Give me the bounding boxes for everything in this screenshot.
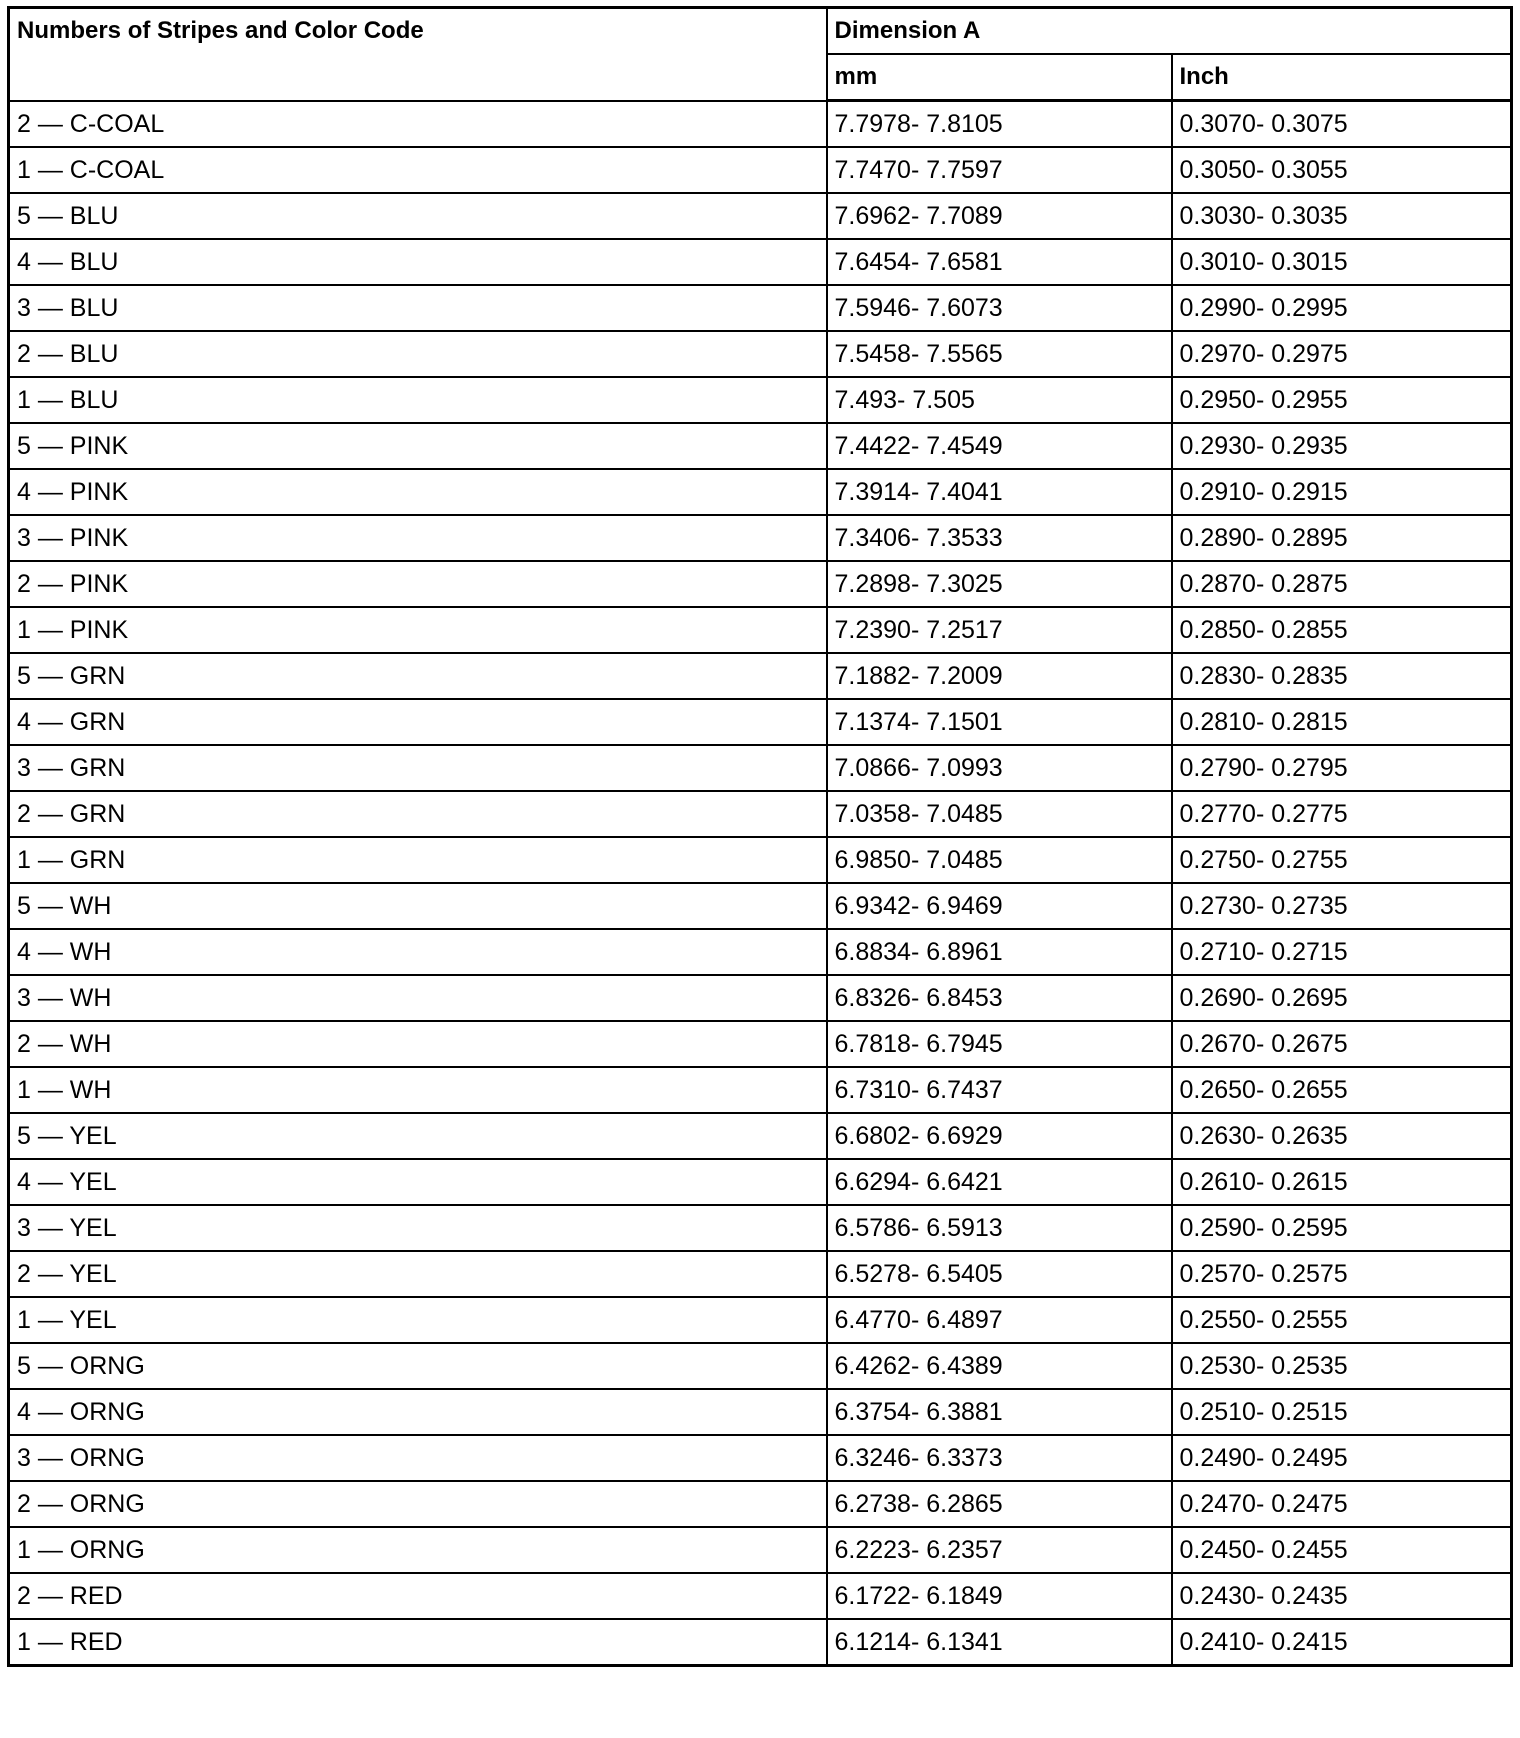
table-row — [9, 1251, 1512, 1297]
stripe-color-code-cell: 1 — YEL — [9, 1297, 827, 1343]
stripe-color-code-cell: 1 — PINK — [9, 607, 827, 653]
table-row — [9, 791, 1512, 837]
dimension-mm-cell: 6.6294- 6.6421 — [827, 1159, 1172, 1205]
stripe-color-code-cell: 1 — WH — [9, 1067, 827, 1113]
dimension-mm-cell: 6.9342- 6.9469 — [827, 883, 1172, 929]
table-row — [9, 1021, 1512, 1067]
dimension-mm-cell: 7.1374- 7.1501 — [827, 699, 1172, 745]
dimension-mm-cell: 6.4770- 6.4897 — [827, 1297, 1172, 1343]
dimension-inch-cell: 0.2810- 0.2815 — [1172, 699, 1512, 745]
dimension-inch-cell: 0.2470- 0.2475 — [1172, 1481, 1512, 1527]
table-row — [9, 1435, 1512, 1481]
dimension-inch-cell: 0.2490- 0.2495 — [1172, 1435, 1512, 1481]
table-row — [9, 699, 1512, 745]
stripe-color-code-cell: 3 — BLU — [9, 285, 827, 331]
table-row — [9, 607, 1512, 653]
stripe-color-code-cell: 1 — ORNG — [9, 1527, 827, 1573]
dimension-inch-cell: 0.3070- 0.3075 — [1172, 101, 1512, 148]
table-row — [9, 101, 1512, 148]
stripe-color-code-cell: 2 — PINK — [9, 561, 827, 607]
table-row — [9, 1527, 1512, 1573]
stripe-color-code-cell: 5 — PINK — [9, 423, 827, 469]
dimension-inch-cell: 0.2650- 0.2655 — [1172, 1067, 1512, 1113]
table-body — [9, 101, 1512, 1666]
stripe-color-code-cell: 4 — WH — [9, 929, 827, 975]
dimension-inch-cell: 0.2530- 0.2535 — [1172, 1343, 1512, 1389]
dimension-inch-cell: 0.2850- 0.2855 — [1172, 607, 1512, 653]
dimension-mm-cell: 6.1722- 6.1849 — [827, 1573, 1172, 1619]
dimension-inch-cell: 0.2630- 0.2635 — [1172, 1113, 1512, 1159]
dimension-inch-cell: 0.3050- 0.3055 — [1172, 147, 1512, 193]
dimension-inch-cell: 0.2730- 0.2735 — [1172, 883, 1512, 929]
dimension-mm-cell: 6.2223- 6.2357 — [827, 1527, 1172, 1573]
stripe-color-code-cell: 2 — BLU — [9, 331, 827, 377]
dimension-inch-cell: 0.2430- 0.2435 — [1172, 1573, 1512, 1619]
stripe-color-code-cell: 5 — WH — [9, 883, 827, 929]
dimension-mm-cell: 7.3914- 7.4041 — [827, 469, 1172, 515]
dimension-mm-cell: 7.1882- 7.2009 — [827, 653, 1172, 699]
table-row — [9, 1159, 1512, 1205]
dimension-mm-cell: 6.8326- 6.8453 — [827, 975, 1172, 1021]
dimension-mm-cell: 7.7978- 7.8105 — [827, 101, 1172, 148]
dimension-mm-cell: 7.4422- 7.4549 — [827, 423, 1172, 469]
dimension-mm-cell: 7.6454- 7.6581 — [827, 239, 1172, 285]
dimension-mm-cell: 7.2898- 7.3025 — [827, 561, 1172, 607]
stripe-color-code-cell: 4 — ORNG — [9, 1389, 827, 1435]
table-row — [9, 147, 1512, 193]
dimension-a-header: Dimension A — [827, 8, 1512, 55]
header-row-top — [9, 8, 1512, 55]
mm-header: mm — [827, 54, 1172, 101]
stripe-color-code-cell: 4 — PINK — [9, 469, 827, 515]
stripe-color-code-cell: 5 — ORNG — [9, 1343, 827, 1389]
dimension-mm-cell: 7.493- 7.505 — [827, 377, 1172, 423]
dimension-inch-cell: 0.2410- 0.2415 — [1172, 1619, 1512, 1666]
dimension-inch-cell: 0.2570- 0.2575 — [1172, 1251, 1512, 1297]
stripe-color-code-cell: 4 — GRN — [9, 699, 827, 745]
stripe-color-code-cell: 3 — PINK — [9, 515, 827, 561]
dimension-mm-cell: 6.3754- 6.3881 — [827, 1389, 1172, 1435]
dimension-mm-cell: 7.6962- 7.7089 — [827, 193, 1172, 239]
dimension-inch-cell: 0.2950- 0.2955 — [1172, 377, 1512, 423]
dimension-mm-cell: 6.7310- 6.7437 — [827, 1067, 1172, 1113]
dimension-inch-cell: 0.2670- 0.2675 — [1172, 1021, 1512, 1067]
table-row — [9, 1067, 1512, 1113]
dimension-inch-cell: 0.2450- 0.2455 — [1172, 1527, 1512, 1573]
table-row — [9, 883, 1512, 929]
dimension-mm-cell: 6.3246- 6.3373 — [827, 1435, 1172, 1481]
dimension-mm-cell: 6.6802- 6.6929 — [827, 1113, 1172, 1159]
stripe-color-code-cell: 4 — BLU — [9, 239, 827, 285]
table-row — [9, 653, 1512, 699]
table-row — [9, 1205, 1512, 1251]
table-row — [9, 469, 1512, 515]
stripe-color-code-cell: 1 — GRN — [9, 837, 827, 883]
table-row — [9, 929, 1512, 975]
dimension-mm-cell: 6.9850- 7.0485 — [827, 837, 1172, 883]
dimension-mm-cell: 7.7470- 7.7597 — [827, 147, 1172, 193]
dimension-inch-cell: 0.2770- 0.2775 — [1172, 791, 1512, 837]
dimension-inch-cell: 0.2710- 0.2715 — [1172, 929, 1512, 975]
table-row — [9, 1389, 1512, 1435]
stripe-color-code-cell: 5 — YEL — [9, 1113, 827, 1159]
stripe-color-code-cell: 3 — GRN — [9, 745, 827, 791]
stripe-color-code-cell: 1 — BLU — [9, 377, 827, 423]
stripe-color-code-cell: 2 — C-COAL — [9, 101, 827, 148]
table-row — [9, 837, 1512, 883]
stripe-color-code-cell: 1 — RED — [9, 1619, 827, 1666]
dimension-mm-cell: 7.2390- 7.2517 — [827, 607, 1172, 653]
stripe-color-code-cell: 2 — ORNG — [9, 1481, 827, 1527]
table-row — [9, 1573, 1512, 1619]
stripe-color-code-cell: 3 — ORNG — [9, 1435, 827, 1481]
dimension-mm-cell: 7.5946- 7.6073 — [827, 285, 1172, 331]
stripe-color-code-cell: 3 — WH — [9, 975, 827, 1021]
dimension-mm-cell: 6.1214- 6.1341 — [827, 1619, 1172, 1666]
table-row — [9, 423, 1512, 469]
dimension-inch-cell: 0.3030- 0.3035 — [1172, 193, 1512, 239]
stripe-color-code-cell: 2 — YEL — [9, 1251, 827, 1297]
dimension-inch-cell: 0.2870- 0.2875 — [1172, 561, 1512, 607]
stripe-color-code-cell: 2 — GRN — [9, 791, 827, 837]
table-row — [9, 193, 1512, 239]
dimension-inch-cell: 0.3010- 0.3015 — [1172, 239, 1512, 285]
table-row — [9, 1619, 1512, 1666]
table-row — [9, 1297, 1512, 1343]
dimension-inch-cell: 0.2930- 0.2935 — [1172, 423, 1512, 469]
table-row — [9, 561, 1512, 607]
table-row — [9, 239, 1512, 285]
stripe-color-code-cell: 5 — BLU — [9, 193, 827, 239]
table-row — [9, 285, 1512, 331]
stripe-color-code-cell: 4 — YEL — [9, 1159, 827, 1205]
dimension-mm-cell: 7.5458- 7.5565 — [827, 331, 1172, 377]
table-row — [9, 1481, 1512, 1527]
dimension-mm-cell: 6.7818- 6.7945 — [827, 1021, 1172, 1067]
stripe-color-code-cell: 5 — GRN — [9, 653, 827, 699]
stripe-dimension-table — [7, 6, 1513, 1667]
dimension-mm-cell: 7.3406- 7.3533 — [827, 515, 1172, 561]
table-row — [9, 975, 1512, 1021]
dimension-inch-cell: 0.2990- 0.2995 — [1172, 285, 1512, 331]
dimension-mm-cell: 7.0866- 7.0993 — [827, 745, 1172, 791]
dimension-inch-cell: 0.2550- 0.2555 — [1172, 1297, 1512, 1343]
inch-header: Inch — [1172, 54, 1512, 101]
dimension-inch-cell: 0.2890- 0.2895 — [1172, 515, 1512, 561]
dimension-inch-cell: 0.2510- 0.2515 — [1172, 1389, 1512, 1435]
stripes-color-code-header: Numbers of Stripes and Color Code — [9, 8, 827, 101]
dimension-inch-cell: 0.2590- 0.2595 — [1172, 1205, 1512, 1251]
dimension-mm-cell: 6.8834- 6.8961 — [827, 929, 1172, 975]
dimension-mm-cell: 6.5786- 6.5913 — [827, 1205, 1172, 1251]
table-row — [9, 331, 1512, 377]
stripe-color-code-cell: 2 — RED — [9, 1573, 827, 1619]
stripe-color-code-cell: 3 — YEL — [9, 1205, 827, 1251]
dimension-mm-cell: 6.2738- 6.2865 — [827, 1481, 1172, 1527]
table-row — [9, 377, 1512, 423]
dimension-inch-cell: 0.2910- 0.2915 — [1172, 469, 1512, 515]
dimension-inch-cell: 0.2830- 0.2835 — [1172, 653, 1512, 699]
stripe-color-code-cell: 2 — WH — [9, 1021, 827, 1067]
table-row — [9, 515, 1512, 561]
table-row — [9, 1113, 1512, 1159]
table-header — [9, 8, 1512, 101]
dimension-mm-cell: 6.5278- 6.5405 — [827, 1251, 1172, 1297]
table-row — [9, 1343, 1512, 1389]
dimension-inch-cell: 0.2690- 0.2695 — [1172, 975, 1512, 1021]
dimension-inch-cell: 0.2750- 0.2755 — [1172, 837, 1512, 883]
dimension-inch-cell: 0.2970- 0.2975 — [1172, 331, 1512, 377]
dimension-mm-cell: 6.4262- 6.4389 — [827, 1343, 1172, 1389]
table-row — [9, 745, 1512, 791]
dimension-mm-cell: 7.0358- 7.0485 — [827, 791, 1172, 837]
dimension-inch-cell: 0.2610- 0.2615 — [1172, 1159, 1512, 1205]
stripe-color-code-cell: 1 — C-COAL — [9, 147, 827, 193]
dimension-inch-cell: 0.2790- 0.2795 — [1172, 745, 1512, 791]
